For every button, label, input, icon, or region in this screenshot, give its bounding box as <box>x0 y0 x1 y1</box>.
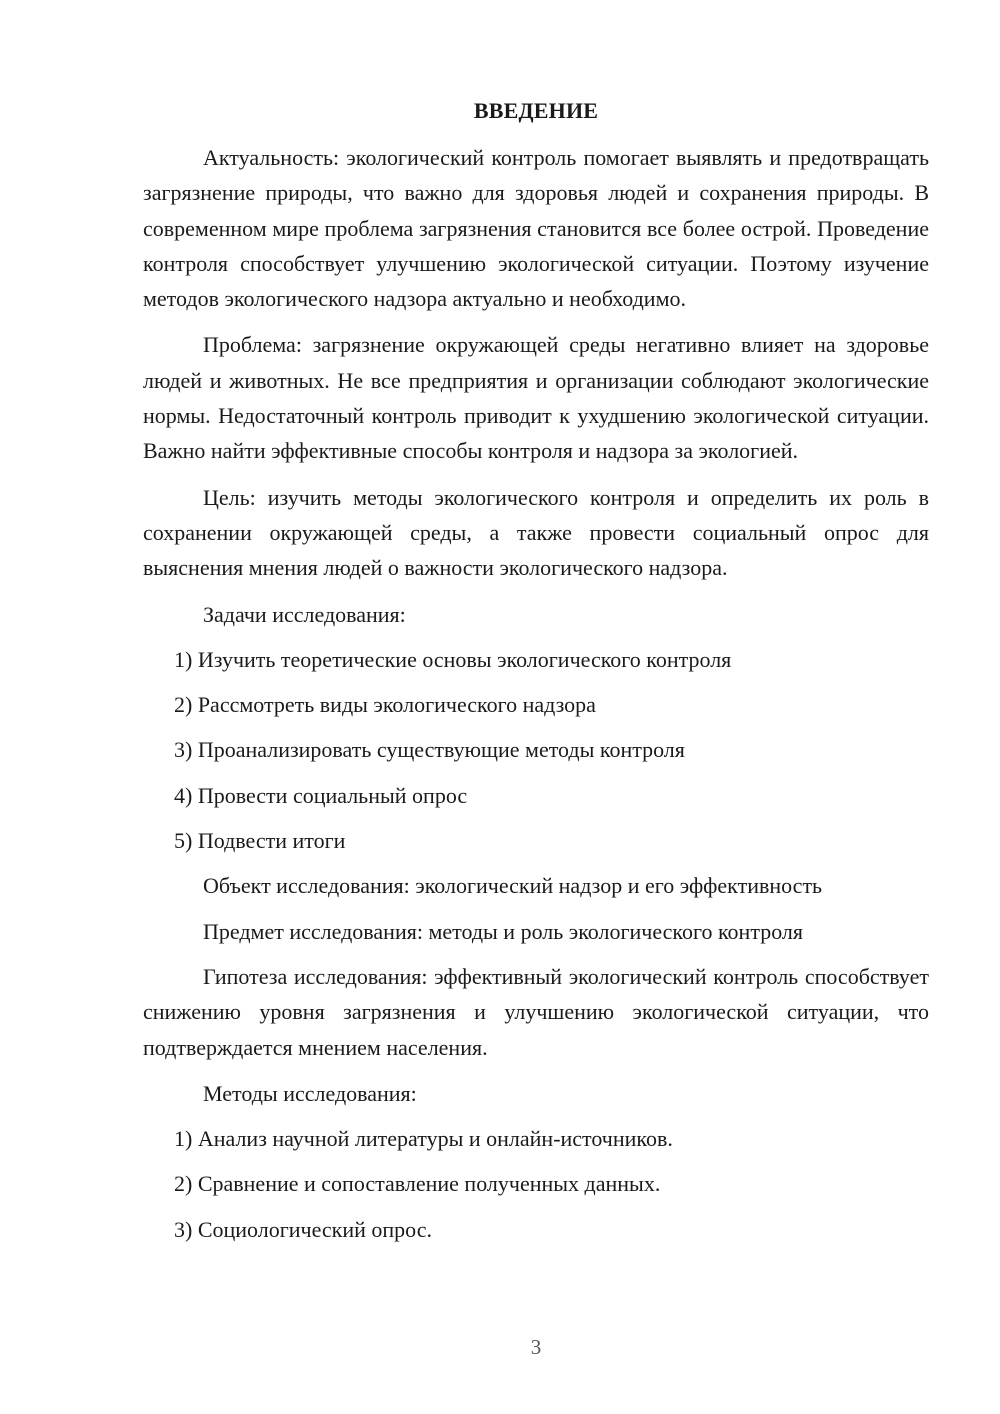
page-number: 3 <box>530 1335 542 1359</box>
list-item: 3) Проанализировать существующие методы контроля <box>174 737 685 763</box>
tasks-list <box>143 642 929 858</box>
list-item: 5) Подвести итоги <box>174 828 346 854</box>
tasks-heading: Задачи исследования: <box>203 601 406 627</box>
list-item: 1) Изучить теоретические основы экологического контроля <box>174 646 732 672</box>
research-subject: Предмет исследования: методы и роль экологического контроля <box>203 918 804 944</box>
methods-heading: Методы исследования: <box>203 1080 417 1106</box>
hypothesis-paragraph: Гипотеза исследования: эффективный экологический контроль способствует снижению уровня загрязнения и улучшению экологической ситуации, что подтверждается мнением населения. <box>143 963 929 1060</box>
page-title: ВВЕДЕНИЕ <box>473 98 599 123</box>
problem-paragraph: Проблема: загрязнение окружающей среды негативно влияет на здоровье людей и животных. Не все предприятия и организации соблюдают экологические нормы. Недостаточный контроль приводит к ухудшению экологической ситуации. Важно найти эффективные способы контроля и надзора за экологией. <box>143 332 929 464</box>
list-item: 3) Социологический опрос. <box>174 1216 432 1242</box>
list-item: 1) Анализ научной литературы и онлайн-источников. <box>174 1126 673 1152</box>
research-object: Объект исследования: экологический надзор и его эффективность <box>203 873 823 899</box>
list-item: 4) Провести социальный опрос <box>174 782 468 808</box>
methods-list <box>143 1121 929 1247</box>
list-item: 2) Рассмотреть виды экологического надзора <box>174 692 596 718</box>
goal-paragraph: Цель: изучить методы экологического контроля и определить их роль в сохранении окружающей среды, а также провести социальный опрос для выяснения мнения людей о важности экологического надзора. <box>143 484 929 581</box>
relevance-paragraph: Актуальность: экологический контроль помогает выявлять и предотвращать загрязнение природы, что важно для здоровья людей и сохранения природы. В современном мире проблема загрязнения становится все более острой. Проведение контроля способствует улучшению экологической ситуации. Поэтому изучение методов экологического надзора актуально и необходимо. <box>143 145 929 312</box>
page-content <box>143 96 929 1257</box>
list-item: 2) Сравнение и сопоставление полученных данных. <box>174 1171 661 1197</box>
